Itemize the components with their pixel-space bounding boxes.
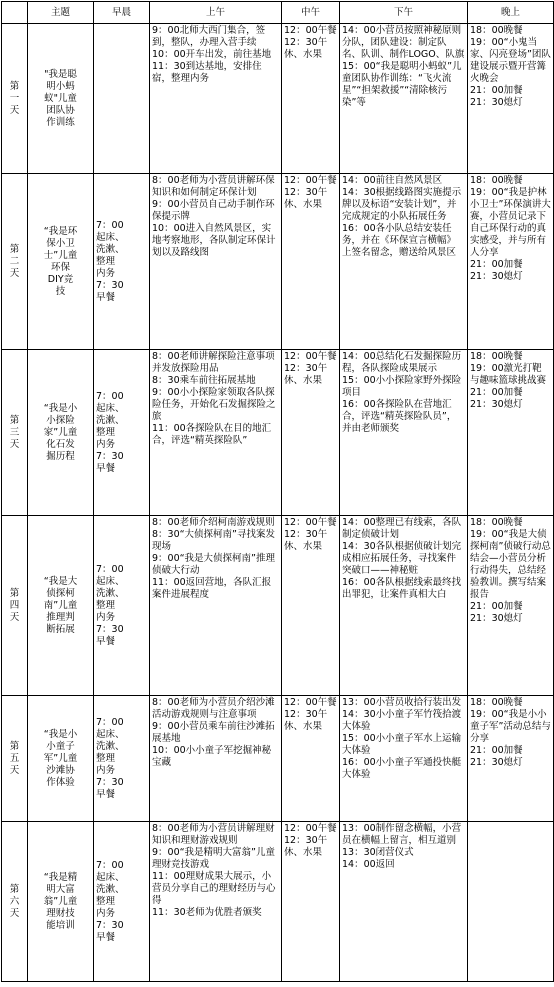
header-theme: 主题 (28, 2, 94, 24)
pm-cell: 14：00整理已有线索，各队制定侦破计划 14：30各队根据侦破计划完成相应拓展任务，寻找案件突破口——神秘赃 16：00各队根据线索最终找出罪犯，让案件真相大白 (340, 516, 468, 696)
am-cell: 8：00老师为小营员讲解理财知识和理财游戏规则 9：00“我是精明大富翁”儿童理财竞技游戏 11：00理财成果大展示，小营员分享自己的理财经历与心得 11：30老师为优胜者颁奖 (150, 822, 282, 982)
day-cell: 第 六 天 (2, 822, 28, 982)
day-cell: 第 一 天 (2, 24, 28, 174)
table-row (2, 174, 554, 350)
day-cell: 第 五 天 (2, 696, 28, 822)
am-cell: 9：00北师大西门集合，签到，整队，办理入营手续 10：00开车出发，前往基地 11：30到达基地，安排住宿，整理内务 (150, 24, 282, 174)
eve-cell: 18：00晚餐 19：00“我是大侦探柯南”侦破行动总结会—小营员分析行动得失，总结经验教训。撰写结案报告 21：00加餐 21：30熄灯 (468, 516, 554, 696)
morning-cell (94, 24, 150, 174)
table-row (2, 350, 554, 516)
theme-cell: “我是环 保小卫 士”儿童 环保 DIY竞 技 (28, 174, 94, 350)
theme-cell: "我是聪 明小蚂 蚁"儿童 团队协 作训练 (28, 24, 94, 174)
eve-cell: 18：00晚餐 19：00“我是护林小卫士”环保演讲大赛，小营员记录下自己环保行动的真实感受，并与所有人分享 21：00加餐 21：30熄灯 (468, 174, 554, 350)
theme-cell: “我是小 小童子 军”儿童 沙滩协 作体验 (28, 696, 94, 822)
morning-cell: 7：00 起床、 洗漱、 整理 内务 7：30 早餐 (94, 350, 150, 516)
schedule-table (1, 1, 554, 982)
theme-cell: “我是大 侦探柯 南”儿童 推理判 断拓展 (28, 516, 94, 696)
day-cell: 第 二 天 (2, 174, 28, 350)
morning-cell: 7：00 起床、 洗漱、 整理 内务 7：30 早餐 (94, 696, 150, 822)
noon-cell: 12：00午餐 12：30午休、水果 (282, 822, 340, 982)
day-cell: 第 四 天 (2, 516, 28, 696)
am-cell: 8：00老师为小营员讲解环保知识和如何制定环保计划 9：00小营员自己动手制作环保提示牌 10：00进入自然风景区，实地考察地形，各队制定环保计划以及路线图 (150, 174, 282, 350)
am-cell: 8：00老师为小营员介绍沙滩活动游戏规则与注意事项 9：00小营员乘车前往沙滩拓展基地 10：00小小童子军挖掘神秘宝藏 (150, 696, 282, 822)
table-row (2, 822, 554, 982)
noon-cell: 12：00午餐 12：30午休、水果 (282, 350, 340, 516)
morning-cell: 7：00 起床、 洗漱、 整理 内务 7：30 早餐 (94, 516, 150, 696)
table-row (2, 516, 554, 696)
am-cell: 8：00老师讲解探险注意事项并发放探险用品 8：30乘车前往拓展基地 9：00小小探险家领取各队探险任务，开始化石发掘探险之旅 11：00各探险队在目的地汇合，评选“精英探险队” (150, 350, 282, 516)
pm-cell: 14：00小营员按照神秘原则分队，团队建设：制定队名、队训、制作LOGO、队旗 15：00“我是聪明小蚂蚁”儿童团队协作训练：“飞火流星”“担架救援”“清除核污染”等 (340, 24, 468, 174)
theme-cell: “我是小 小探险 家”儿童 化石发 掘历程 (28, 350, 94, 516)
noon-cell: 12：00午餐 12：30午休、水果 (282, 174, 340, 350)
header-row (2, 2, 554, 24)
theme-cell: “我是精 明大富 翁”儿童 理财技 能培训 (28, 822, 94, 982)
header-noon: 中午 (282, 2, 340, 24)
pm-cell: 14：00总结化石发掘探险历程，各队探险成果展示 15：00小小探险家野外探险项目 16：00各探险队在营地汇合，评选“精英探险队员”，并由老师颁奖 (340, 350, 468, 516)
eve-cell (468, 822, 554, 982)
morning-cell: 7：00 起床、 洗漱、 整理 内务 7：30 早餐 (94, 822, 150, 982)
eve-cell: 18：00晚餐 19：00“小鬼当家、闪亮登场”团队建设展示暨开营篝火晚会 21：00加餐 21：30熄灯 (468, 24, 554, 174)
pm-cell: 13：00制作留念横幅，小营员在横幅上留言，相互道别 13：30闭营仪式 14：00返回 (340, 822, 468, 982)
day-cell: 第 三 天 (2, 350, 28, 516)
header-morning: 早晨 (94, 2, 150, 24)
eve-cell: 18：00晚餐 19：00激光打靶与趣味篮球挑战赛 21：00加餐 21：30熄灯 (468, 350, 554, 516)
table-row (2, 696, 554, 822)
header-am: 上午 (150, 2, 282, 24)
noon-cell: 12：00午餐 12：30午休、水果 (282, 516, 340, 696)
morning-cell: 7：00 起床、 洗漱、 整理 内务 7：30 早餐 (94, 174, 150, 350)
am-cell: 8：00老师介绍柯南游戏规则 8：30“大侦探柯南”寻找案发现场 9：00“我是大侦探柯南”推理侦破大行动 11：00返回营地，各队汇报案件进展程度 (150, 516, 282, 696)
noon-cell: 12：00午餐 12：30午休、水果 (282, 24, 340, 174)
header-day (2, 2, 28, 24)
header-pm: 下午 (340, 2, 468, 24)
pm-cell: 13：00小营员收拾行装出发 14：30小小童子军竹筏拾渡大体验 15：00小小童子军水上运输大体验 16：00小小童子军通投快艇大体验 (340, 696, 468, 822)
eve-cell: 18：00晚餐 19：00“我是小小童子军”活动总结与分享 21：00加餐 21：30熄灯 (468, 696, 554, 822)
header-eve: 晚上 (468, 2, 554, 24)
table-row (2, 24, 554, 174)
pm-cell: 14：00前往自然风景区 14：30根据线路图实施提示牌以及标语“安装计划”，并完成规定的小队拓展任务 16：00各小队总结安装任务，并在《环保宣言横幅》上签名留念，赠送给风景区 (340, 174, 468, 350)
noon-cell: 12：00午餐 12：30午休、水果 (282, 696, 340, 822)
